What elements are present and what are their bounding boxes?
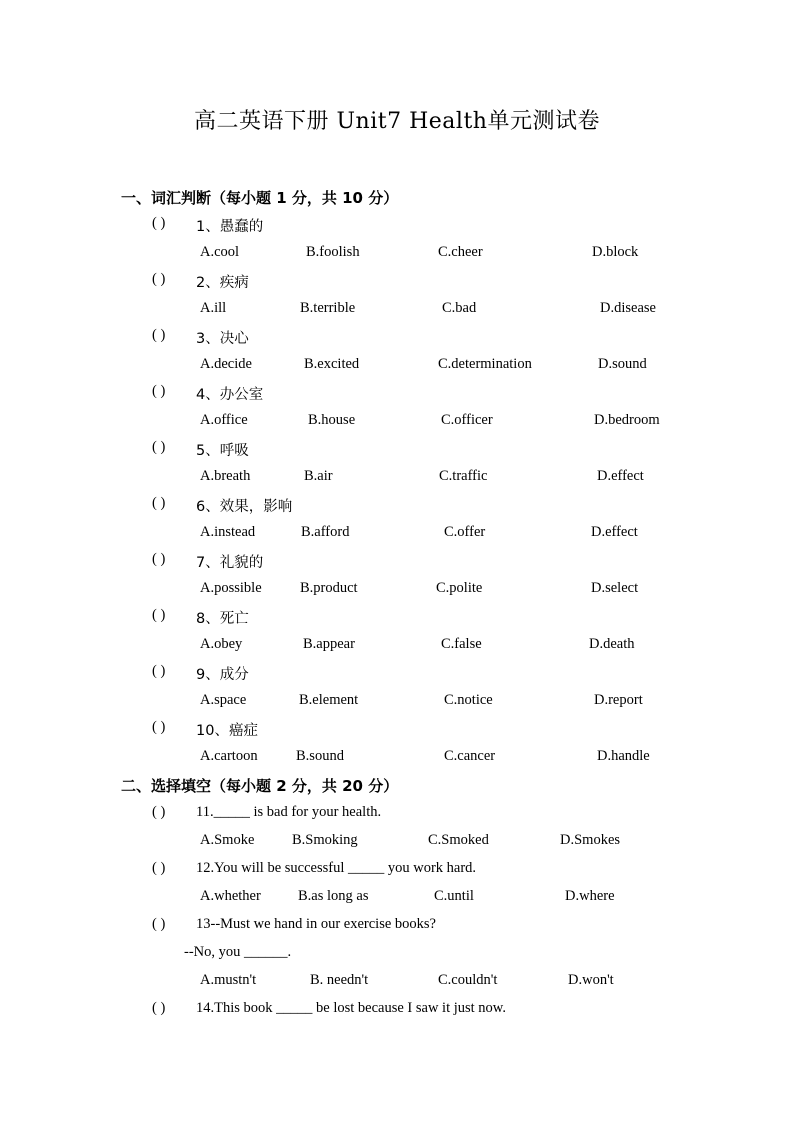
option[interactable]: C.Smoked [428, 832, 489, 848]
option[interactable]: C.cancer [444, 748, 496, 764]
option[interactable]: D.block [592, 244, 639, 260]
answer-blank[interactable]: ( ) [152, 215, 166, 231]
option[interactable]: C.traffic [439, 468, 488, 484]
option[interactable]: C.notice [444, 692, 493, 708]
answer-blank[interactable]: ( ) [152, 327, 166, 343]
option[interactable]: C.cheer [438, 244, 483, 260]
option[interactable]: D.Smokes [560, 832, 621, 848]
option[interactable]: A.cool [200, 244, 240, 260]
question-stem: 2、疾病 [196, 275, 249, 291]
question-stem: 6、效果，影响 [196, 499, 293, 515]
question-stem: 11._____ is bad for your health. [196, 804, 382, 820]
answer-blank[interactable]: ( ) [152, 383, 166, 399]
question-stem: 10、癌症 [196, 723, 258, 739]
option[interactable]: B.element [299, 692, 359, 708]
question-stem: 1、愚蠢的 [196, 219, 264, 235]
option[interactable]: A.breath [200, 468, 251, 484]
section-heading: 二、选择填空（每小题 2 分，共 20 分） [121, 777, 399, 795]
option[interactable]: D.report [594, 692, 643, 708]
question-stem: 9、成分 [196, 667, 249, 683]
option[interactable]: C.offer [444, 524, 486, 540]
option[interactable]: C.determination [438, 356, 532, 372]
answer-blank[interactable]: ( ) [152, 439, 166, 455]
answer-blank[interactable]: ( ) [152, 551, 166, 567]
option[interactable]: B.excited [304, 356, 360, 372]
question-stem: 4、办公室 [196, 387, 264, 403]
option[interactable]: C.polite [436, 580, 483, 596]
question-stem: 3、决心 [196, 331, 249, 347]
option[interactable]: A.cartoon [200, 748, 258, 764]
option[interactable]: D.handle [597, 748, 650, 764]
question-stem: 14.This book _____ be lost because I saw it just now. [196, 1000, 506, 1016]
option[interactable]: B.air [304, 468, 333, 484]
option[interactable]: A.office [200, 412, 248, 428]
option[interactable]: D.select [591, 580, 639, 596]
option[interactable]: B.appear [303, 636, 355, 652]
option[interactable]: B.as long as [298, 888, 369, 904]
option[interactable]: B. needn't [310, 972, 369, 988]
option[interactable]: D.where [565, 888, 615, 904]
section-heading: 一、词汇判断（每小题 1 分，共 10 分） [121, 189, 399, 207]
option[interactable]: D.won't [568, 972, 614, 988]
option[interactable]: B.terrible [300, 300, 356, 316]
option[interactable]: A.ill [200, 300, 227, 316]
option[interactable]: A.decide [200, 356, 252, 372]
option[interactable]: B.house [308, 412, 356, 428]
option[interactable]: D.effect [597, 468, 644, 484]
option[interactable]: D.death [589, 636, 635, 652]
option[interactable]: D.bedroom [594, 412, 660, 428]
option[interactable]: A.obey [200, 636, 243, 652]
option[interactable]: A.space [200, 692, 247, 708]
option[interactable]: A.instead [200, 524, 256, 540]
option[interactable]: A.Smoke [200, 832, 255, 848]
option[interactable]: B.Smoking [292, 832, 358, 848]
question-stem: 7、礼貌的 [196, 555, 264, 571]
question-stem: 8、死亡 [196, 611, 249, 627]
option[interactable]: C.officer [441, 412, 493, 428]
answer-blank[interactable]: ( ) [152, 607, 166, 623]
option[interactable]: C.couldn't [438, 972, 498, 988]
option[interactable]: D.effect [591, 524, 638, 540]
option[interactable]: C.bad [442, 300, 477, 316]
question-stem: 5、呼吸 [196, 443, 249, 459]
answer-blank[interactable]: ( ) [152, 663, 166, 679]
answer-blank[interactable]: ( ) [152, 804, 166, 820]
option[interactable]: C.until [434, 888, 474, 904]
question-stem: 12.You will be successful _____ you work hard. [196, 860, 477, 876]
option[interactable]: B.sound [296, 748, 344, 764]
page-title: 高二英语下册 Unit7 Health单元测试卷 [194, 109, 600, 134]
answer-blank[interactable]: ( ) [152, 916, 166, 932]
answer-blank[interactable]: ( ) [152, 271, 166, 287]
option[interactable]: D.sound [598, 356, 647, 372]
option[interactable]: A.whether [200, 888, 261, 904]
option[interactable]: B.product [300, 580, 358, 596]
answer-blank[interactable]: ( ) [152, 860, 166, 876]
question-stem: 13--Must we hand in our exercise books? [196, 916, 436, 932]
answer-blank[interactable]: ( ) [152, 1000, 166, 1016]
answer-blank[interactable]: ( ) [152, 719, 166, 735]
option[interactable]: A.possible [200, 580, 262, 596]
option[interactable]: D.disease [600, 300, 656, 316]
answer-blank[interactable]: ( ) [152, 495, 166, 511]
option[interactable]: B.foolish [306, 244, 360, 260]
option[interactable]: B.afford [301, 524, 350, 540]
option[interactable]: A.mustn't [200, 972, 257, 988]
option[interactable]: C.false [441, 636, 482, 652]
dialogue-response: --No, you ______. [184, 944, 292, 960]
